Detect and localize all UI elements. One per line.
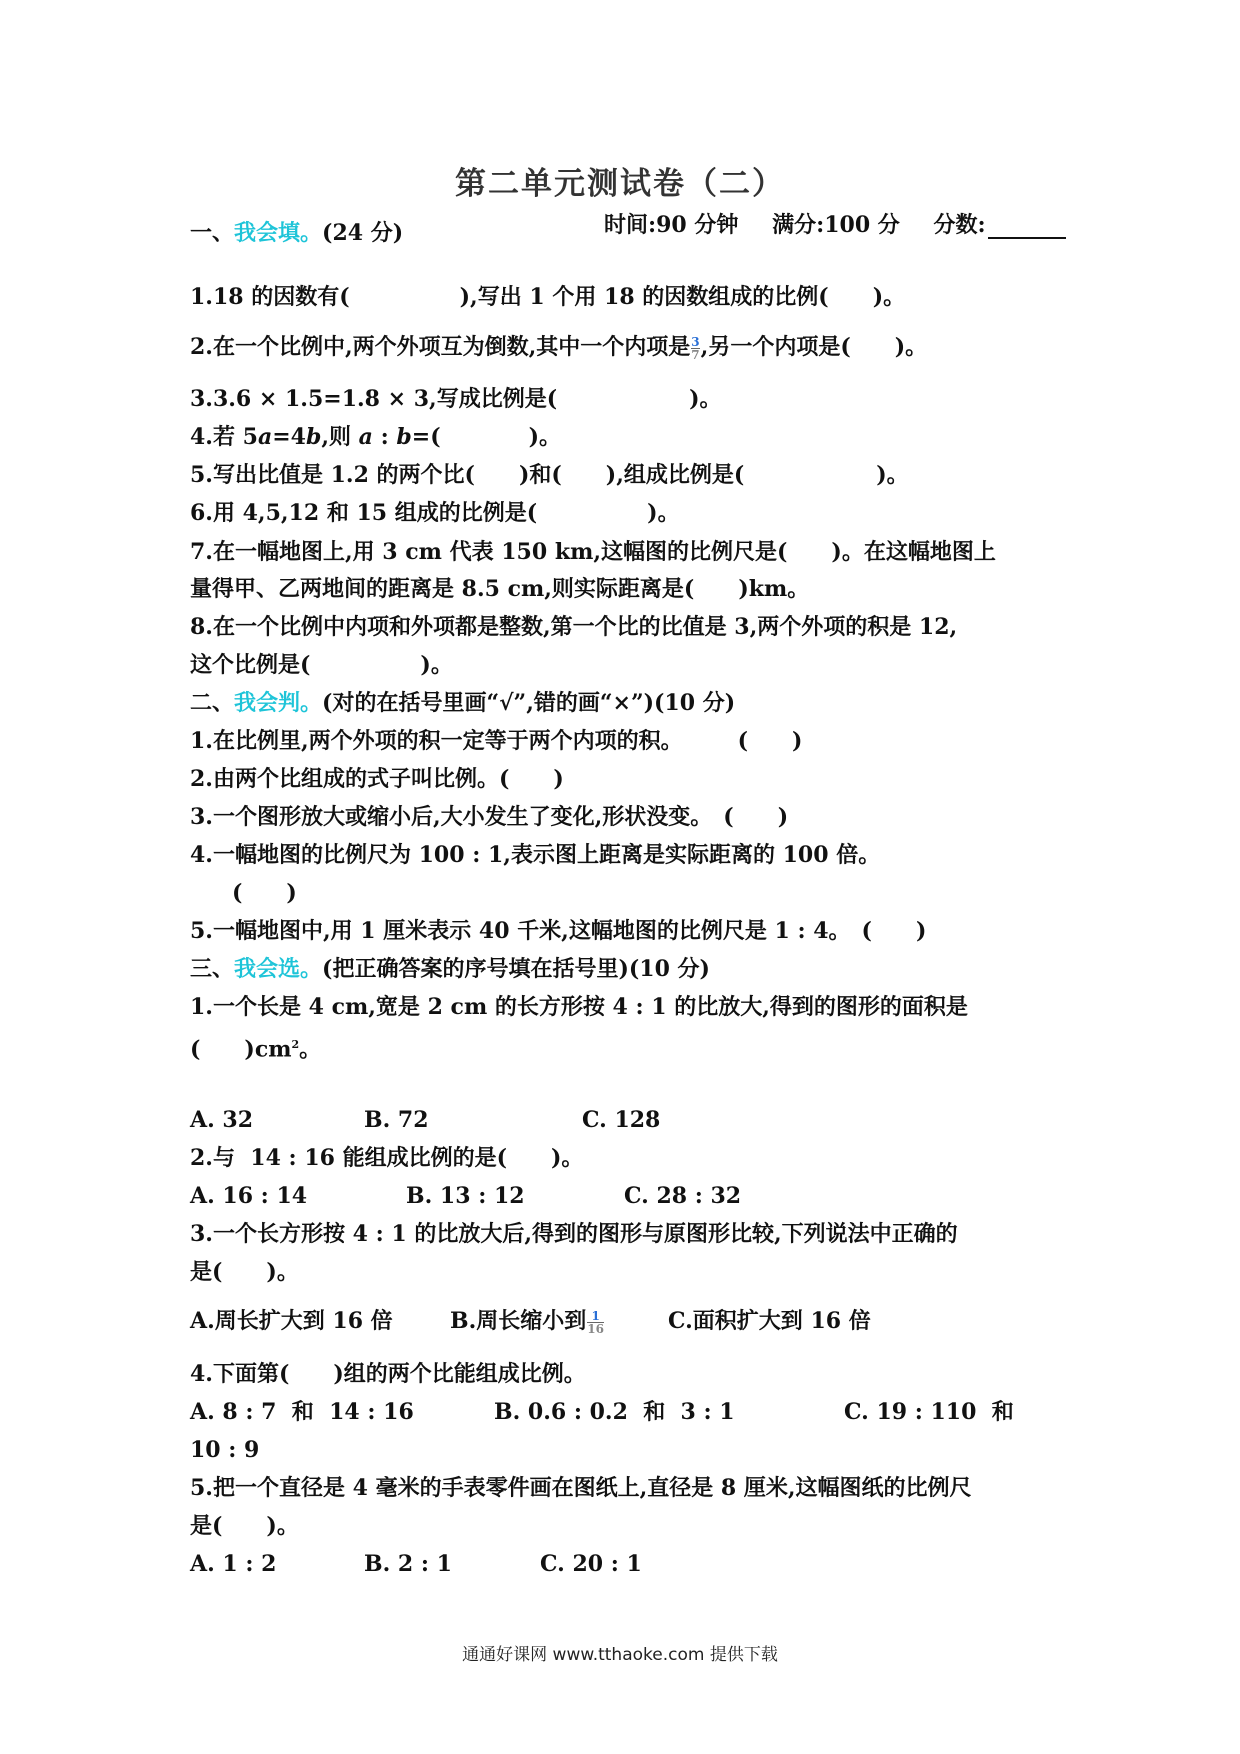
judge-q3: 3.一个图形放大或缩小后,大小发生了变化,形状没变。 ( ) bbox=[190, 804, 789, 830]
choose-q4-cont: 10 : 9 bbox=[190, 1437, 260, 1463]
choose-q4: 4.下面第( )组的两个比能组成比例。 bbox=[190, 1361, 586, 1387]
section-2-name: 我会判。 bbox=[234, 690, 323, 716]
choose-q5-line1: 5.把一个直径是 4 毫米的手表零件画在图纸上,直径是 8 厘米,这幅图纸的比例尺 bbox=[190, 1475, 972, 1501]
choose-q1-line2: ( )$cm^2$。 bbox=[190, 1036, 322, 1063]
section-1-name: 我会填。 bbox=[234, 220, 323, 246]
choose-q3-option-c: C.面积扩大到 16 倍 bbox=[668, 1308, 871, 1334]
choose-q1-option-c: C. 128 bbox=[582, 1107, 661, 1133]
choose-q5-option-c: C. 20 : 1 bbox=[540, 1551, 642, 1577]
fill-q6: 6.用 4,5,12 和 15 组成的比例是( )。 bbox=[190, 500, 680, 526]
choose-q2-option-c: C. 28 : 32 bbox=[624, 1183, 742, 1209]
fill-q4: 4.若 5a=4b,则 a : b=( )。 bbox=[190, 424, 562, 450]
fraction-3-7: $\frac{3}{7}$ bbox=[691, 334, 700, 362]
fill-q5: 5.写出比值是 1.2 的两个比( )和( ),组成比例是( )。 bbox=[190, 462, 909, 488]
fill-q1: 1.18 的因数有( ),写出 1 个用 18 的因数组成的比例( )。 bbox=[190, 284, 906, 310]
judge-q2: 2.由两个比组成的式子叫比例。( ) bbox=[190, 766, 564, 792]
page-title: 第二单元测试卷（二） bbox=[455, 166, 785, 202]
choose-q3-line1: 3.一个长方形按 4 : 1 的比放大后,得到的图形与原图形比较,下列说法中正确的 bbox=[190, 1221, 958, 1247]
section-3-heading: 三、我会选。(把正确答案的序号填在括号里)(10 分) bbox=[190, 956, 710, 982]
fill-q7-line1: 7.在一幅地图上,用 3 cm 代表 150 km,这幅图的比例尺是( )。在这幅地图上 bbox=[190, 539, 996, 565]
score-blank[interactable] bbox=[988, 217, 1066, 239]
judge-q1: 1.在比例里,两个外项的积一定等于两个内项的积。 ( ) bbox=[190, 728, 803, 754]
choose-q4-option-a: A. 8 : 7 和 14 : 16 bbox=[190, 1399, 414, 1425]
choose-q1-option-b: B. 72 bbox=[364, 1107, 429, 1133]
choose-q2: 2.与 14 : 16 能组成比例的是( )。 bbox=[190, 1145, 584, 1171]
fill-q8-line1: 8.在一个比例中内项和外项都是整数,第一个比的比值是 3,两个外项的积是 12, bbox=[190, 614, 958, 640]
choose-q3-option-a: A.周长扩大到 16 倍 bbox=[190, 1308, 393, 1334]
choose-q4-option-b: B. 0.6 : 0.2 和 3 : 1 bbox=[494, 1399, 735, 1425]
choose-q5-line2: 是( )。 bbox=[190, 1513, 299, 1539]
fraction-1-16: $\frac{1}{16}$ bbox=[587, 1308, 604, 1336]
choose-q3-line2: 是( )。 bbox=[190, 1259, 299, 1285]
choose-q5-option-a: A. 1 : 2 bbox=[190, 1551, 277, 1577]
choose-q2-option-a: A. 16 : 14 bbox=[190, 1183, 308, 1209]
choose-q2-option-b: B. 13 : 12 bbox=[406, 1183, 525, 1209]
judge-q4-bracket: ( ) bbox=[232, 880, 297, 906]
fill-q8-line2: 这个比例是( )。 bbox=[190, 652, 453, 678]
score-label: 分数: bbox=[933, 212, 986, 238]
fill-q3: 3.3.6 × 1.5=1.8 × 3,写成比例是( )。 bbox=[190, 386, 722, 412]
section-1-heading: 一、我会填。(24 分) bbox=[190, 220, 404, 246]
choose-q4-option-c: C. 19 : 110 和 bbox=[844, 1399, 1014, 1425]
choose-q1-line1: 1.一个长是 4 cm,宽是 2 cm 的长方形按 4 : 1 的比放大,得到的图形的面积是 bbox=[190, 994, 968, 1020]
full-score: 满分:100 分 bbox=[772, 212, 900, 238]
section-3-name: 我会选。 bbox=[234, 956, 323, 982]
time-limit: 时间:90 分钟 bbox=[604, 212, 739, 238]
choose-q1-option-a: A. 32 bbox=[190, 1107, 254, 1133]
fill-q2: 2.在一个比例中,两个外项互为倒数,其中一个内项是 $\frac{3}{7}$ ,另一个内项是( )。 bbox=[190, 334, 928, 362]
footer-credit: 通通好课网 www.tthaoke.com 提供下载 bbox=[462, 1645, 778, 1665]
section-2-heading: 二、我会判。(对的在括号里画“√”,错的画“×”)(10 分) bbox=[190, 690, 736, 716]
choose-q3-option-b: B.周长缩小到 $\frac{1}{16}$ bbox=[450, 1308, 604, 1336]
judge-q5: 5.一幅地图中,用 1 厘米表示 40 千米,这幅地图的比例尺是 1 : 4。 ( ) bbox=[190, 918, 927, 944]
judge-q4: 4.一幅地图的比例尺为 100 : 1,表示图上距离是实际距离的 100 倍。 bbox=[190, 842, 881, 868]
exam-meta bbox=[604, 208, 1092, 239]
choose-q5-option-b: B. 2 : 1 bbox=[364, 1551, 452, 1577]
fill-q7-line2: 量得甲、乙两地间的距离是 8.5 cm,则实际距离是( )km。 bbox=[190, 576, 810, 602]
